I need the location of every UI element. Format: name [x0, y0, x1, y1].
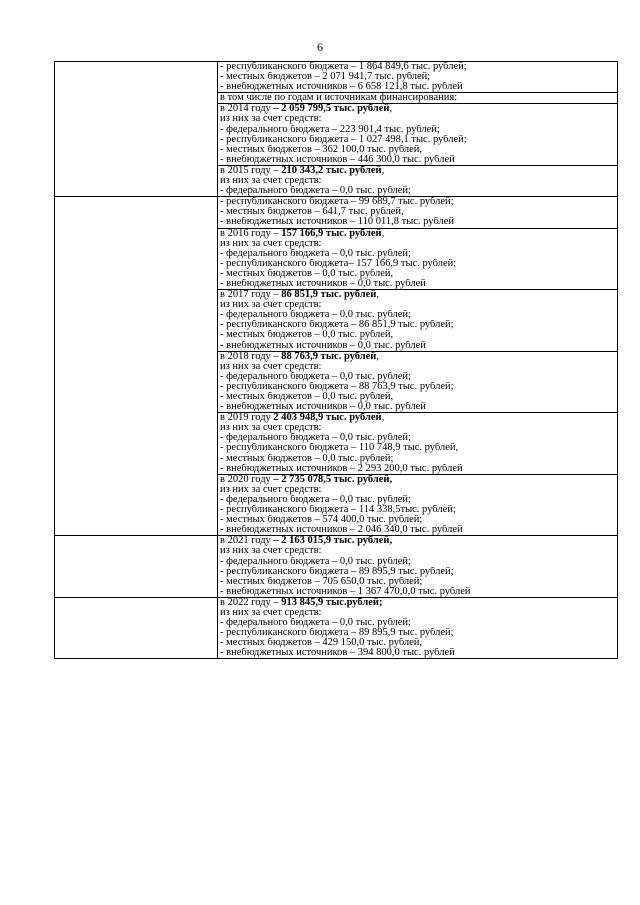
line-text: из них за счет средств:	[220, 238, 322, 249]
table-row	[55, 62, 618, 93]
text-line	[220, 320, 617, 330]
line-text: ,	[381, 228, 385, 239]
text-line	[220, 382, 617, 392]
text-line	[220, 176, 617, 186]
text-line	[220, 217, 617, 227]
text-line	[220, 155, 617, 165]
line-text: - внебюджетных источников – 6 658 121,8 тыс. рублей	[220, 82, 463, 93]
cell-lines	[218, 290, 617, 351]
text-line	[220, 300, 617, 310]
left-label-cell-3	[55, 536, 218, 598]
amount-text: 2 403 948,9 тыс. рублей	[273, 413, 382, 424]
funding-cell	[218, 536, 618, 598]
text-line	[220, 628, 617, 638]
text-line	[220, 557, 617, 567]
funding-cell	[218, 290, 618, 352]
text-line	[220, 82, 617, 92]
line-text: - республиканского бюджета – 1 864 849,6 тыс. рублей;	[220, 62, 467, 72]
amount-text: – 2 163 015,9 тыс. рублей,	[273, 536, 393, 547]
text-line	[220, 72, 617, 82]
left-label-cell-4	[55, 597, 218, 659]
funding-table	[54, 61, 618, 659]
text-line	[220, 279, 617, 289]
text-line	[220, 443, 617, 453]
amount-text: 86 851,9 тыс. рублей	[281, 290, 377, 301]
text-line	[220, 608, 617, 618]
line-text: - республиканского бюджета– 157 166,9 тыс. рублей;	[220, 258, 457, 269]
line-text: - внебюджетных источников – 2 046 340,0 тыс. рублей	[220, 525, 463, 536]
text-line	[220, 598, 617, 608]
text-line	[220, 352, 617, 362]
line-text: ,	[376, 351, 379, 362]
line-text: ,	[389, 104, 393, 115]
text-line	[220, 104, 617, 114]
line-text: ,	[381, 165, 385, 176]
amount-text: – 2 059 799,5 тыс. рублей	[273, 104, 390, 115]
amount-text: 88 763,9 тыс. рублей	[281, 351, 377, 362]
line-text: - федерального бюджета – 223 901,4 тыс. рублей;	[220, 124, 440, 135]
text-line	[220, 290, 617, 300]
text-line	[220, 495, 617, 505]
line-text: - федерального бюджета – 0,0 тыс. рублей;	[220, 310, 411, 321]
text-line	[220, 577, 617, 587]
text-line	[220, 362, 617, 372]
line-text: в 2014 году	[220, 104, 274, 115]
line-text: из них за счет средств:	[220, 607, 322, 618]
text-line	[220, 392, 617, 402]
line-text: в 2015 году –	[220, 165, 282, 176]
text-line	[220, 330, 617, 340]
line-text: ,	[381, 413, 385, 424]
line-text: из них за счет средств:	[220, 546, 322, 557]
funding-cell	[218, 228, 618, 290]
text-line	[220, 638, 617, 648]
line-text: - местных бюджетов – 574 400,0 тыс. рублей;	[220, 515, 423, 526]
line-text: - внебюджетных источников – 1 367 470,0,0 тыс. рублей	[220, 586, 471, 597]
line-text: - местных бюджетов – 641,7 тыс. рублей,	[220, 207, 404, 218]
table-row	[55, 197, 618, 228]
line-text: - внебюджетных источников – 394 800,0 тыс. рублей	[220, 648, 455, 659]
line-text: в 2018 году –	[220, 351, 282, 362]
line-text: в 2016 году –	[220, 228, 282, 239]
text-line	[220, 536, 617, 546]
line-text: из них за счет средств:	[220, 361, 322, 372]
funding-cell	[218, 62, 618, 93]
line-text: - федерального бюджета – 0,0 тыс. рублей;	[220, 248, 411, 259]
text-line	[220, 341, 617, 351]
text-line	[220, 475, 617, 485]
amount-text: – 2 735 078,5 тыс. рублей,	[273, 474, 393, 485]
line-text: - федерального бюджета – 0,0 тыс. рублей;	[220, 556, 411, 567]
line-text: - внебюджетных источников – 446 300,0 тыс. рублей	[220, 154, 455, 165]
text-line	[220, 239, 617, 249]
line-text: из них за счет средств:	[220, 114, 322, 125]
line-text: в 2021 году	[220, 536, 274, 547]
line-text: - внебюджетных источников – 2 293 200,0 тыс. рублей	[220, 463, 463, 474]
line-text: - федерального бюджета – 0,0 тыс. рублей;	[220, 186, 411, 197]
text-line	[220, 423, 617, 433]
text-line	[220, 269, 617, 279]
line-text: - республиканского бюджета – 1 027 498,1 тыс. рублей;	[220, 134, 467, 145]
line-text: - федерального бюджета – 0,0 тыс. рублей;	[220, 433, 411, 444]
line-text: из них за счет средств:	[220, 423, 322, 434]
cell-lines	[218, 62, 617, 92]
text-line	[220, 587, 617, 597]
line-text: ,	[376, 290, 379, 301]
line-text: - республиканского бюджета – 86 851,9 тыс. рублей;	[220, 320, 454, 331]
text-line	[220, 166, 617, 176]
line-text: - федерального бюджета – 0,0 тыс. рублей;	[220, 494, 411, 505]
cell-lines	[218, 229, 617, 290]
line-text: из них за счет средств:	[220, 300, 322, 311]
text-line	[220, 229, 617, 239]
text-line	[220, 567, 617, 577]
cell-lines	[218, 598, 617, 659]
text-line	[220, 114, 617, 124]
line-text: - внебюджетных источников – 0,0 тыс. рублей	[220, 340, 426, 351]
line-text: - местных бюджетов – 705 650,0 тыс. рублей;	[220, 576, 423, 587]
cell-lines	[218, 536, 617, 597]
funding-cell	[218, 413, 618, 475]
cell-lines	[218, 197, 617, 227]
text-line	[220, 125, 617, 135]
text-line	[220, 186, 617, 196]
text-line	[220, 505, 617, 515]
line-text: в 2020 году	[220, 474, 274, 485]
line-text: - местных бюджетов – 0,0 тыс. рублей;	[220, 453, 394, 464]
funding-cell	[218, 93, 618, 104]
line-text: - республиканского бюджета – 88 763,9 тыс. рублей;	[220, 381, 454, 392]
cell-lines	[218, 475, 617, 536]
text-line	[220, 413, 617, 423]
table-row	[55, 597, 618, 659]
line-text: - республиканского бюджета – 110 748,9 тыс. рублей,	[220, 443, 459, 454]
text-line	[220, 310, 617, 320]
funding-cell	[218, 197, 618, 228]
text-line	[220, 93, 617, 103]
line-text: - внебюджетных источников – 0,0 тыс. рублей	[220, 278, 426, 289]
line-text: - местных бюджетов – 2 071 941,7 тыс. рублей;	[220, 72, 431, 83]
cell-lines	[218, 166, 617, 196]
text-line	[220, 618, 617, 628]
line-text: в 2019 году	[220, 413, 274, 424]
line-text: - федерального бюджета – 0,0 тыс. рублей;	[220, 618, 411, 629]
line-text: из них за счет средств:	[220, 484, 322, 495]
text-line	[220, 135, 617, 145]
text-line	[220, 648, 617, 658]
text-line	[220, 454, 617, 464]
line-text: - местных бюджетов – 362 100,0 тыс. рублей,	[220, 144, 423, 155]
line-text: - местных бюджетов – 0,0 тыс. рублей,	[220, 268, 394, 279]
line-text: в 2017 году –	[220, 290, 282, 301]
text-line	[220, 546, 617, 556]
amount-text: 913 845,9 тыс.рублей;	[281, 597, 383, 608]
text-line	[220, 464, 617, 474]
line-text: - федерального бюджета – 0,0 тыс. рублей;	[220, 371, 411, 382]
line-text: - внебюджетных источников – 110 011,8 тыс. рублей	[220, 217, 454, 228]
line-text: в том числе по годам и источникам финансирования:	[220, 93, 458, 104]
line-text: из них за счет средств:	[220, 176, 322, 187]
text-line	[220, 515, 617, 525]
page-number: 6	[317, 40, 323, 54]
text-line	[220, 197, 617, 207]
text-line	[220, 433, 617, 443]
funding-cell	[218, 165, 618, 196]
line-text: - внебюджетных источников – 0,0 тыс. рублей	[220, 402, 426, 413]
funding-cell	[218, 474, 618, 536]
line-text: - местных бюджетов – 0,0 тыс. рублей,	[220, 392, 394, 402]
text-line	[220, 485, 617, 495]
funding-cell	[218, 351, 618, 413]
line-text: в 2022 году –	[220, 597, 282, 608]
text-line	[220, 62, 617, 72]
left-label-cell-2	[55, 197, 218, 536]
funding-cell	[218, 104, 618, 166]
line-text: - местных бюджетов – 429 150,0 тыс. рублей,	[220, 638, 423, 649]
cell-lines	[218, 104, 617, 165]
text-line	[220, 207, 617, 217]
text-line	[220, 525, 617, 535]
line-text: - местных бюджетов – 0,0 тыс. рублей,	[220, 330, 394, 341]
table-row	[55, 536, 618, 598]
line-text: - республиканского бюджета – 89 895,9 тыс. рублей;	[220, 628, 454, 639]
left-label-cell-1	[55, 62, 218, 197]
cell-lines	[218, 413, 617, 474]
line-text: - республиканского бюджета – 99 689,7 тыс. рублей;	[220, 197, 454, 208]
amount-text: 157 166,9 тыс. рублей	[281, 228, 382, 239]
cell-lines	[218, 93, 617, 103]
text-line	[220, 402, 617, 412]
amount-text: 210 343,2 тыс. рублей	[281, 165, 382, 176]
line-text: - республиканского бюджета – 114 338,5тыс. рублей;	[220, 505, 456, 516]
text-line	[220, 249, 617, 259]
cell-lines	[218, 352, 617, 413]
text-line	[220, 259, 617, 269]
text-line	[220, 372, 617, 382]
funding-cell	[218, 597, 618, 659]
line-text: - республиканского бюджета – 89 895,9 тыс. рублей;	[220, 566, 454, 577]
text-line	[220, 145, 617, 155]
